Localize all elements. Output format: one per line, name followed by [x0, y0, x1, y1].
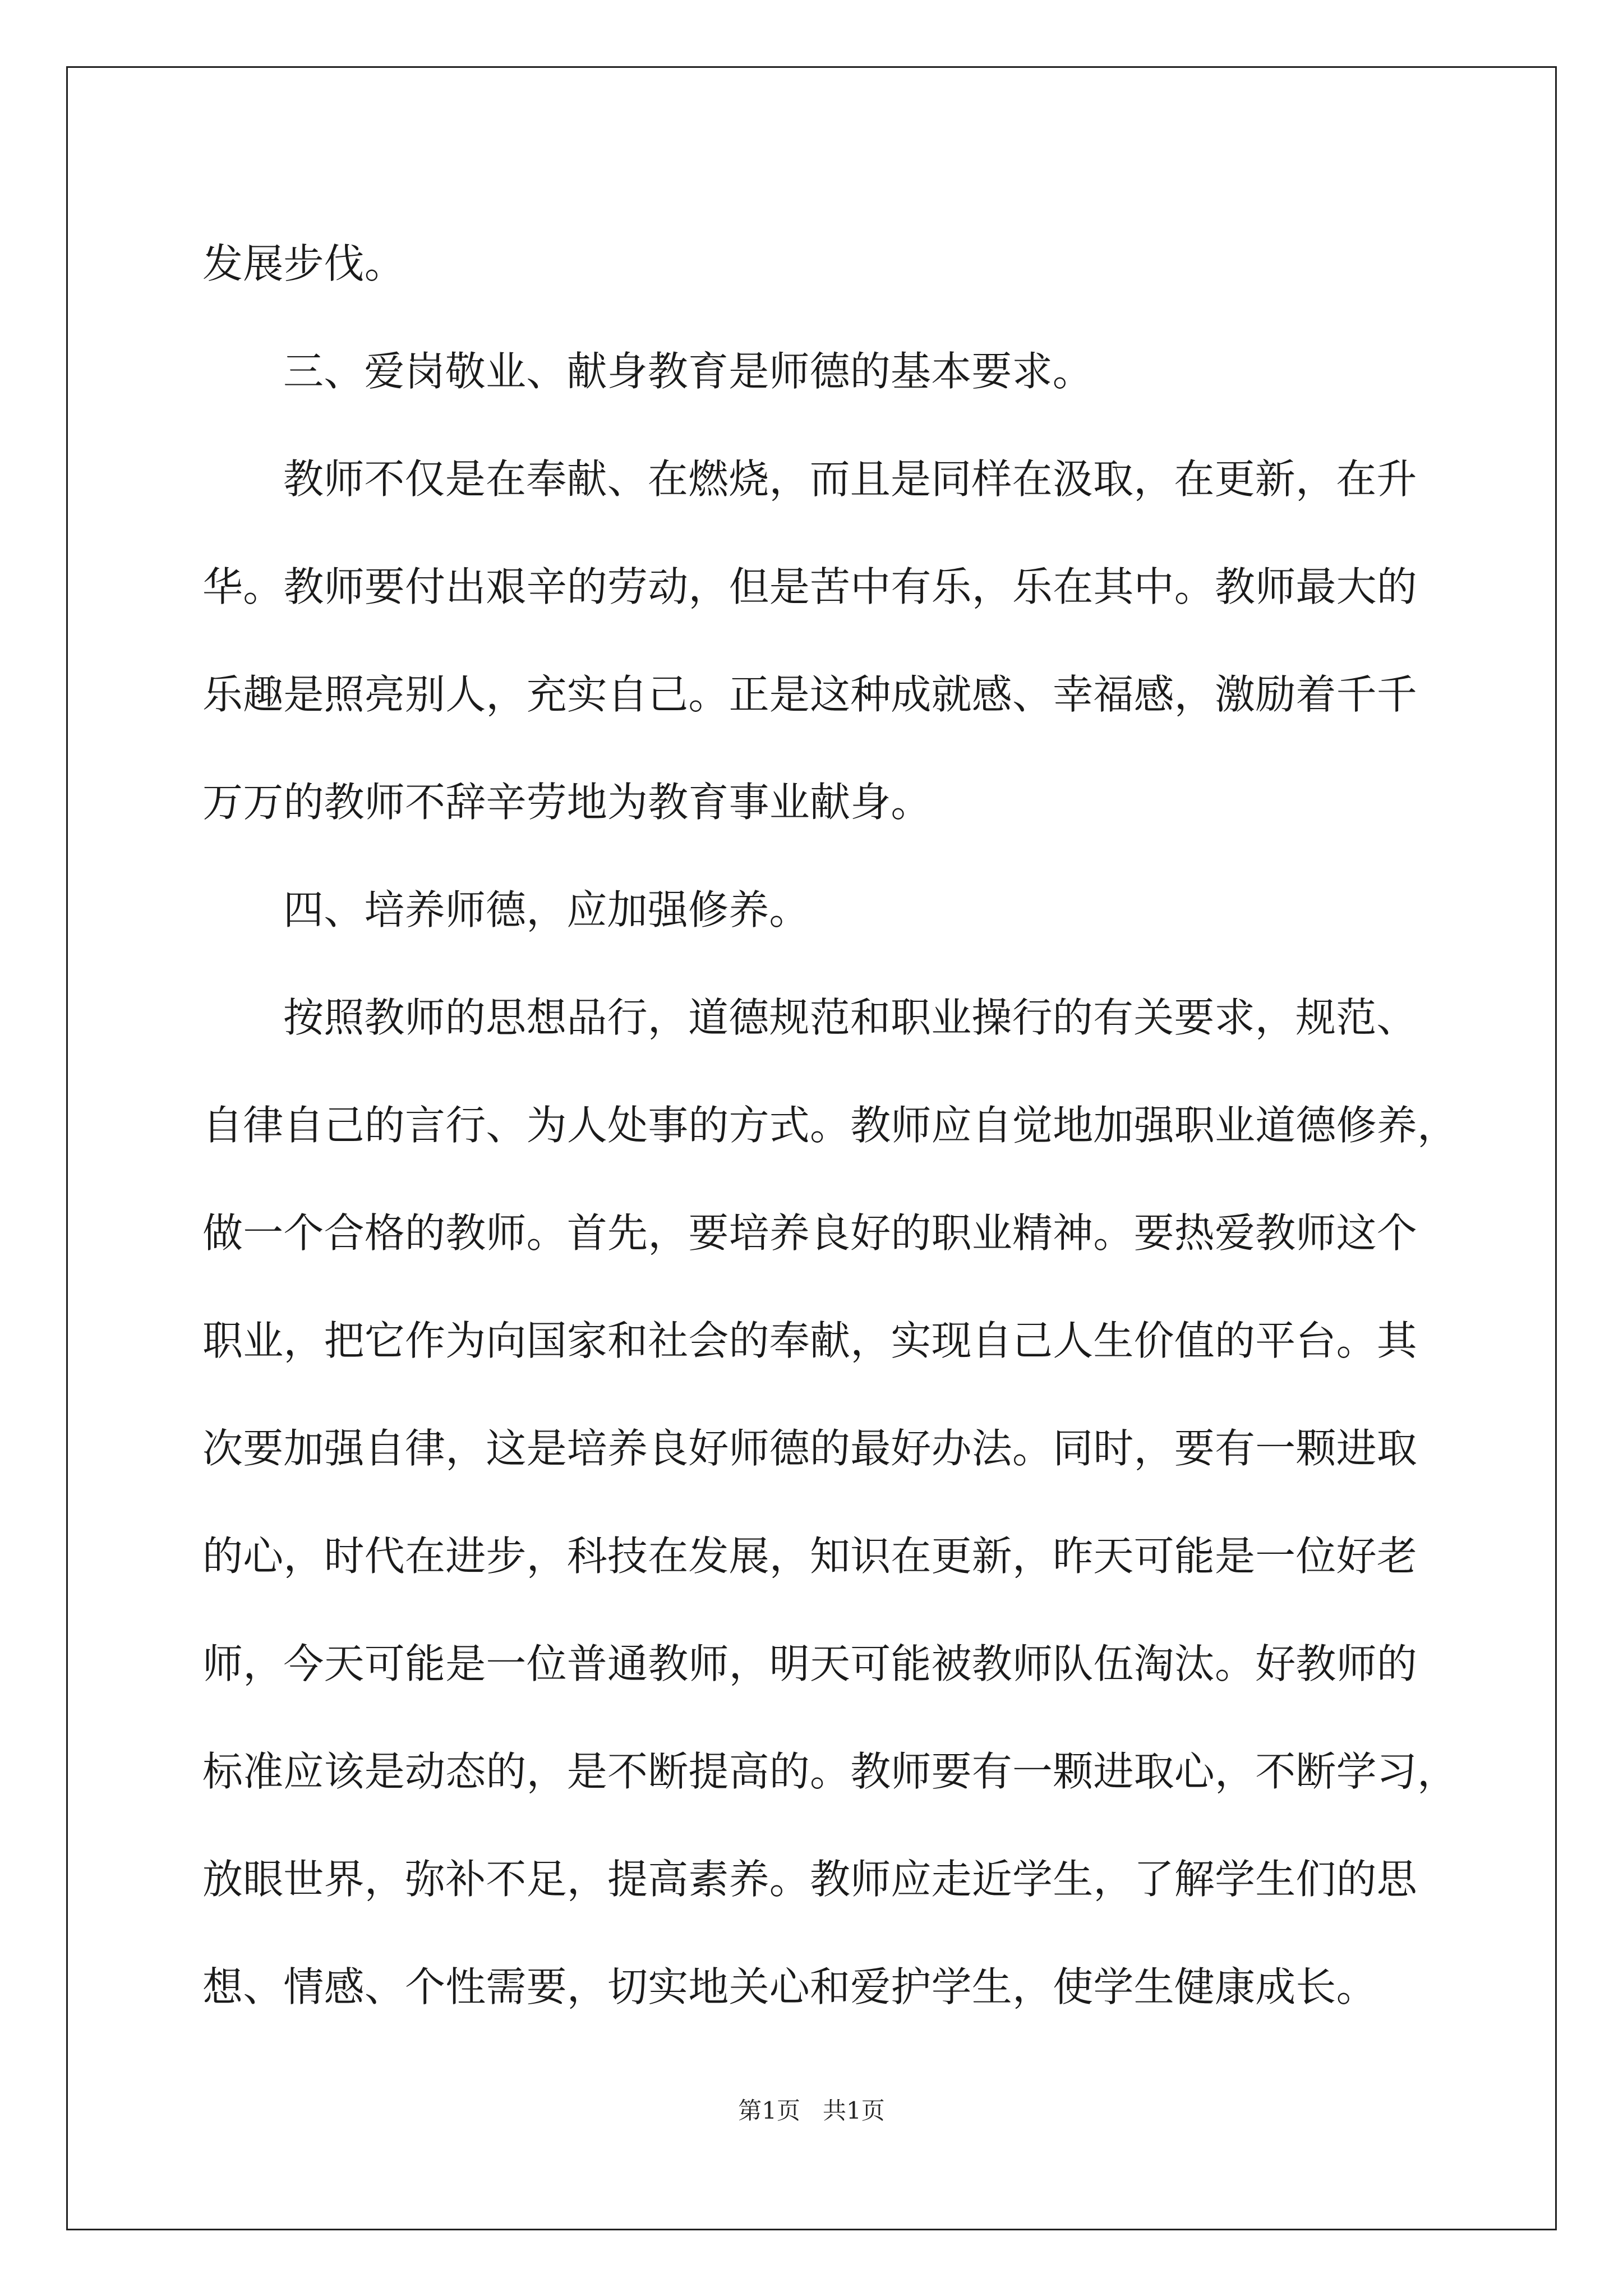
page-number: 第1页 [738, 2097, 800, 2124]
text-line: 想、情感、个性需要，切实地关心和爱护学生，使学生健康成长。 [202, 1963, 1377, 2010]
text-line: 师，今天可能是一位普通教师，明天可能被教师队伍淘汰。好教师的 [202, 1640, 1418, 1687]
page-total: 共1页 [823, 2097, 885, 2124]
text-line: 职业，把它作为向国家和社会的奉献，实现自己人生价值的平台。其 [202, 1317, 1418, 1364]
document-body [202, 210, 1458, 2041]
text-line: 万万的教师不辞辛劳地为教育事业献身。 [202, 779, 932, 826]
text-line: 教师不仅是在奉献、在燃烧，而且是同样在汲取，在更新，在升 [283, 455, 1417, 503]
text-line: 乐趣是照亮别人，充实自己。正是这种成就感、幸福感，激励着千千 [202, 671, 1418, 718]
text-line: 标准应该是动态的，是不断提高的。教师要有一颗进取心，不断学习， [202, 1748, 1458, 1795]
text-line: 三、爱岗敬业、献身教育是师德的基本要求。 [283, 348, 1094, 395]
text-line: 华。教师要付出艰辛的劳动，但是苦中有乐，乐在其中。教师最大的 [202, 563, 1418, 610]
page-footer [0, 2092, 1623, 2126]
text-line: 的心，时代在进步，科技在发展，知识在更新，昨天可能是一位好老 [202, 1533, 1418, 1580]
text-line: 次要加强自律，这是培养良好师德的最好办法。同时，要有一颗进取 [202, 1425, 1418, 1472]
text-line: 发展步伐。 [202, 240, 405, 287]
text-line: 自律自己的言行、为人处事的方式。教师应自觉地加强职业道德修养， [202, 1102, 1458, 1149]
text-line: 放眼世界，弥补不足，提高素养。教师应走近学生，了解学生们的思 [202, 1856, 1418, 1903]
text-line: 四、培养师德，应加强修养。 [283, 886, 810, 933]
text-line: 做一个合格的教师。首先，要培养良好的职业精神。要热爱教师这个 [202, 1209, 1418, 1257]
text-line: 按照教师的思想品行，道德规范和职业操行的有关要求，规范、 [283, 994, 1417, 1041]
